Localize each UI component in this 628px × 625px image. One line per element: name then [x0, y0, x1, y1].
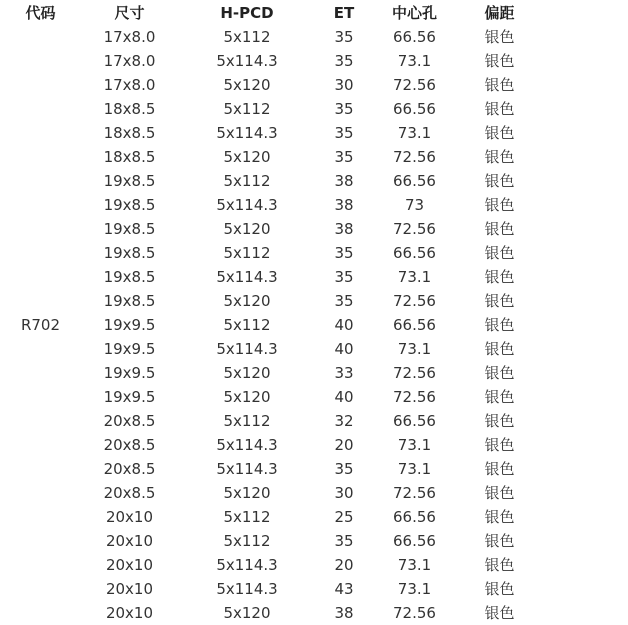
finish-cell: 银色	[484, 148, 515, 166]
size-cell: 20x10	[105, 580, 154, 598]
center-bore-cell: 72.56	[393, 76, 436, 94]
et-cell: 35	[334, 244, 354, 262]
table-row	[0, 193, 628, 217]
center-bore-cell: 66.56	[393, 532, 436, 550]
center-bore-cell: 72.56	[393, 604, 436, 622]
header-size: 尺寸	[114, 4, 145, 22]
size-cell: 18x8.5	[103, 100, 156, 118]
pcd-cell: 5x114.3	[216, 124, 278, 142]
center-bore-cell: 72.56	[393, 148, 436, 166]
spacer-cell	[542, 433, 628, 457]
size-cell: 20x8.5	[103, 412, 156, 430]
pcd-cell: 5x112	[223, 172, 271, 190]
et-cell: 35	[334, 268, 354, 286]
header-pcd: H-PCD	[220, 4, 274, 22]
pcd-cell: 5x120	[223, 292, 271, 310]
spacer-cell	[542, 217, 628, 241]
size-cell: 20x8.5	[103, 484, 156, 502]
et-cell: 33	[334, 364, 354, 382]
spacer-cell	[542, 457, 628, 481]
pcd-cell: 5x120	[223, 76, 271, 94]
center-bore-cell: 73.1	[397, 268, 432, 286]
pcd-cell: 5x114.3	[216, 556, 278, 574]
finish-cell: 银色	[484, 412, 515, 430]
table-row	[0, 433, 628, 457]
spacer-cell	[542, 121, 628, 145]
table-row	[0, 577, 628, 601]
spacer-cell	[542, 241, 628, 265]
center-bore-cell: 73.1	[397, 580, 432, 598]
table-row	[0, 97, 628, 121]
size-cell: 17x8.0	[103, 52, 156, 70]
center-bore-cell: 66.56	[393, 28, 436, 46]
et-cell: 35	[334, 460, 354, 478]
center-bore-cell: 66.56	[393, 412, 436, 430]
center-bore-cell: 66.56	[393, 244, 436, 262]
header-offset: 偏距	[484, 4, 515, 22]
spacer-cell	[542, 265, 628, 289]
finish-cell: 银色	[484, 364, 515, 382]
spacer-cell	[542, 289, 628, 313]
et-cell: 35	[334, 124, 354, 142]
spacer-cell	[542, 49, 628, 73]
table-row	[0, 265, 628, 289]
table-row	[0, 505, 628, 529]
et-cell: 38	[334, 196, 354, 214]
spacer-cell	[542, 193, 628, 217]
spacer-cell	[542, 169, 628, 193]
et-cell: 20	[334, 556, 354, 574]
center-bore-cell: 66.56	[393, 100, 436, 118]
table-row	[0, 409, 628, 433]
finish-cell: 银色	[484, 100, 515, 118]
size-cell: 20x10	[105, 532, 154, 550]
pcd-cell: 5x112	[223, 28, 271, 46]
pcd-cell: 5x114.3	[216, 52, 278, 70]
table-row	[0, 25, 628, 49]
finish-cell: 银色	[484, 460, 515, 478]
size-cell: 19x8.5	[103, 220, 156, 238]
size-cell: 18x8.5	[103, 124, 156, 142]
et-cell: 38	[334, 220, 354, 238]
size-cell: 19x8.5	[103, 172, 156, 190]
et-cell: 40	[334, 316, 354, 334]
et-cell: 35	[334, 100, 354, 118]
table-row	[0, 481, 628, 505]
spacer-cell	[542, 409, 628, 433]
center-bore-cell: 72.56	[393, 364, 436, 382]
spacer-cell	[542, 601, 628, 625]
center-bore-cell: 72.56	[393, 484, 436, 502]
finish-cell: 银色	[484, 292, 515, 310]
pcd-cell: 5x114.3	[216, 580, 278, 598]
size-cell: 20x8.5	[103, 436, 156, 454]
table-row	[0, 457, 628, 481]
spacer-cell	[542, 529, 628, 553]
size-cell: 17x8.0	[103, 76, 156, 94]
finish-cell: 银色	[484, 316, 515, 334]
table-row	[0, 145, 628, 169]
size-cell: 18x8.5	[103, 148, 156, 166]
spacer-cell	[542, 145, 628, 169]
finish-cell: 银色	[484, 484, 515, 502]
size-cell: 19x9.5	[103, 364, 156, 382]
pcd-cell: 5x112	[223, 316, 271, 334]
et-cell: 35	[334, 148, 354, 166]
finish-cell: 银色	[484, 244, 515, 262]
table-row	[0, 289, 628, 313]
size-cell: 17x8.0	[103, 28, 156, 46]
finish-cell: 银色	[484, 532, 515, 550]
center-bore-cell: 73.1	[397, 556, 432, 574]
center-bore-cell: 73.1	[397, 52, 432, 70]
pcd-cell: 5x120	[223, 220, 271, 238]
spacer-cell	[542, 481, 628, 505]
finish-cell: 银色	[484, 268, 515, 286]
spacer-cell	[542, 97, 628, 121]
et-cell: 38	[334, 604, 354, 622]
spacer-cell	[542, 25, 628, 49]
center-bore-cell: 73	[404, 196, 425, 214]
center-bore-cell: 73.1	[397, 340, 432, 358]
spacer-cell	[542, 385, 628, 409]
pcd-cell: 5x120	[223, 388, 271, 406]
pcd-cell: 5x114.3	[216, 436, 278, 454]
spacer-cell	[542, 313, 628, 337]
center-bore-cell: 72.56	[393, 292, 436, 310]
finish-cell: 银色	[484, 436, 515, 454]
pcd-cell: 5x112	[223, 412, 271, 430]
finish-cell: 银色	[484, 196, 515, 214]
et-cell: 35	[334, 28, 354, 46]
pcd-cell: 5x112	[223, 532, 271, 550]
header-spacer	[542, 1, 628, 25]
center-bore-cell: 73.1	[397, 124, 432, 142]
table-row	[0, 337, 628, 361]
spacer-cell	[542, 577, 628, 601]
et-cell: 35	[334, 292, 354, 310]
table-row	[0, 553, 628, 577]
size-cell: 20x10	[105, 508, 154, 526]
table-row	[0, 529, 628, 553]
finish-cell: 银色	[484, 52, 515, 70]
header-code: 代码	[25, 4, 56, 22]
center-bore-cell: 66.56	[393, 172, 436, 190]
et-cell: 25	[334, 508, 354, 526]
size-cell: 19x8.5	[103, 268, 156, 286]
size-cell: 19x8.5	[103, 196, 156, 214]
table-row	[0, 121, 628, 145]
et-cell: 38	[334, 172, 354, 190]
table-row	[0, 73, 628, 97]
table-row	[0, 313, 628, 337]
et-cell: 30	[334, 484, 354, 502]
et-cell: 43	[334, 580, 354, 598]
table-body	[0, 25, 628, 625]
spacer-cell	[542, 553, 628, 577]
center-bore-cell: 73.1	[397, 436, 432, 454]
pcd-cell: 5x112	[223, 508, 271, 526]
table-row	[0, 217, 628, 241]
spacer-cell	[542, 73, 628, 97]
center-bore-cell: 66.56	[393, 316, 436, 334]
table-header-row	[0, 1, 628, 25]
pcd-cell: 5x114.3	[216, 196, 278, 214]
size-cell: 19x9.5	[103, 340, 156, 358]
header-center-bore: 中心孔	[391, 4, 437, 22]
size-cell: 19x8.5	[103, 292, 156, 310]
center-bore-cell: 72.56	[393, 388, 436, 406]
finish-cell: 银色	[484, 172, 515, 190]
et-cell: 32	[334, 412, 354, 430]
size-cell: 19x9.5	[103, 316, 156, 334]
pcd-cell: 5x120	[223, 148, 271, 166]
size-cell: 20x10	[105, 604, 154, 622]
spacer-cell	[542, 337, 628, 361]
spacer-cell	[542, 361, 628, 385]
header-et: ET	[333, 4, 355, 22]
pcd-cell: 5x114.3	[216, 340, 278, 358]
finish-cell: 银色	[484, 604, 515, 622]
center-bore-cell: 73.1	[397, 460, 432, 478]
finish-cell: 银色	[484, 340, 515, 358]
et-cell: 40	[334, 340, 354, 358]
finish-cell: 银色	[484, 556, 515, 574]
spacer-cell	[542, 505, 628, 529]
et-cell: 35	[334, 52, 354, 70]
finish-cell: 银色	[484, 508, 515, 526]
finish-cell: 银色	[484, 388, 515, 406]
table-row	[0, 241, 628, 265]
table-row	[0, 169, 628, 193]
size-cell: 19x9.5	[103, 388, 156, 406]
pcd-cell: 5x114.3	[216, 460, 278, 478]
center-bore-cell: 66.56	[393, 508, 436, 526]
model-code-cell: R702	[20, 316, 61, 334]
size-cell: 20x10	[105, 556, 154, 574]
size-cell: 20x8.5	[103, 460, 156, 478]
et-cell: 35	[334, 532, 354, 550]
pcd-cell: 5x120	[223, 364, 271, 382]
finish-cell: 银色	[484, 124, 515, 142]
finish-cell: 银色	[484, 28, 515, 46]
pcd-cell: 5x120	[223, 484, 271, 502]
wheel-spec-table	[0, 1, 628, 625]
finish-cell: 银色	[484, 76, 515, 94]
pcd-cell: 5x112	[223, 244, 271, 262]
pcd-cell: 5x112	[223, 100, 271, 118]
size-cell: 19x8.5	[103, 244, 156, 262]
table-row	[0, 385, 628, 409]
finish-cell: 银色	[484, 580, 515, 598]
finish-cell: 银色	[484, 220, 515, 238]
pcd-cell: 5x114.3	[216, 268, 278, 286]
et-cell: 20	[334, 436, 354, 454]
table-row	[0, 49, 628, 73]
et-cell: 40	[334, 388, 354, 406]
table-row	[0, 601, 628, 625]
center-bore-cell: 72.56	[393, 220, 436, 238]
et-cell: 30	[334, 76, 354, 94]
table-row	[0, 361, 628, 385]
pcd-cell: 5x120	[223, 604, 271, 622]
